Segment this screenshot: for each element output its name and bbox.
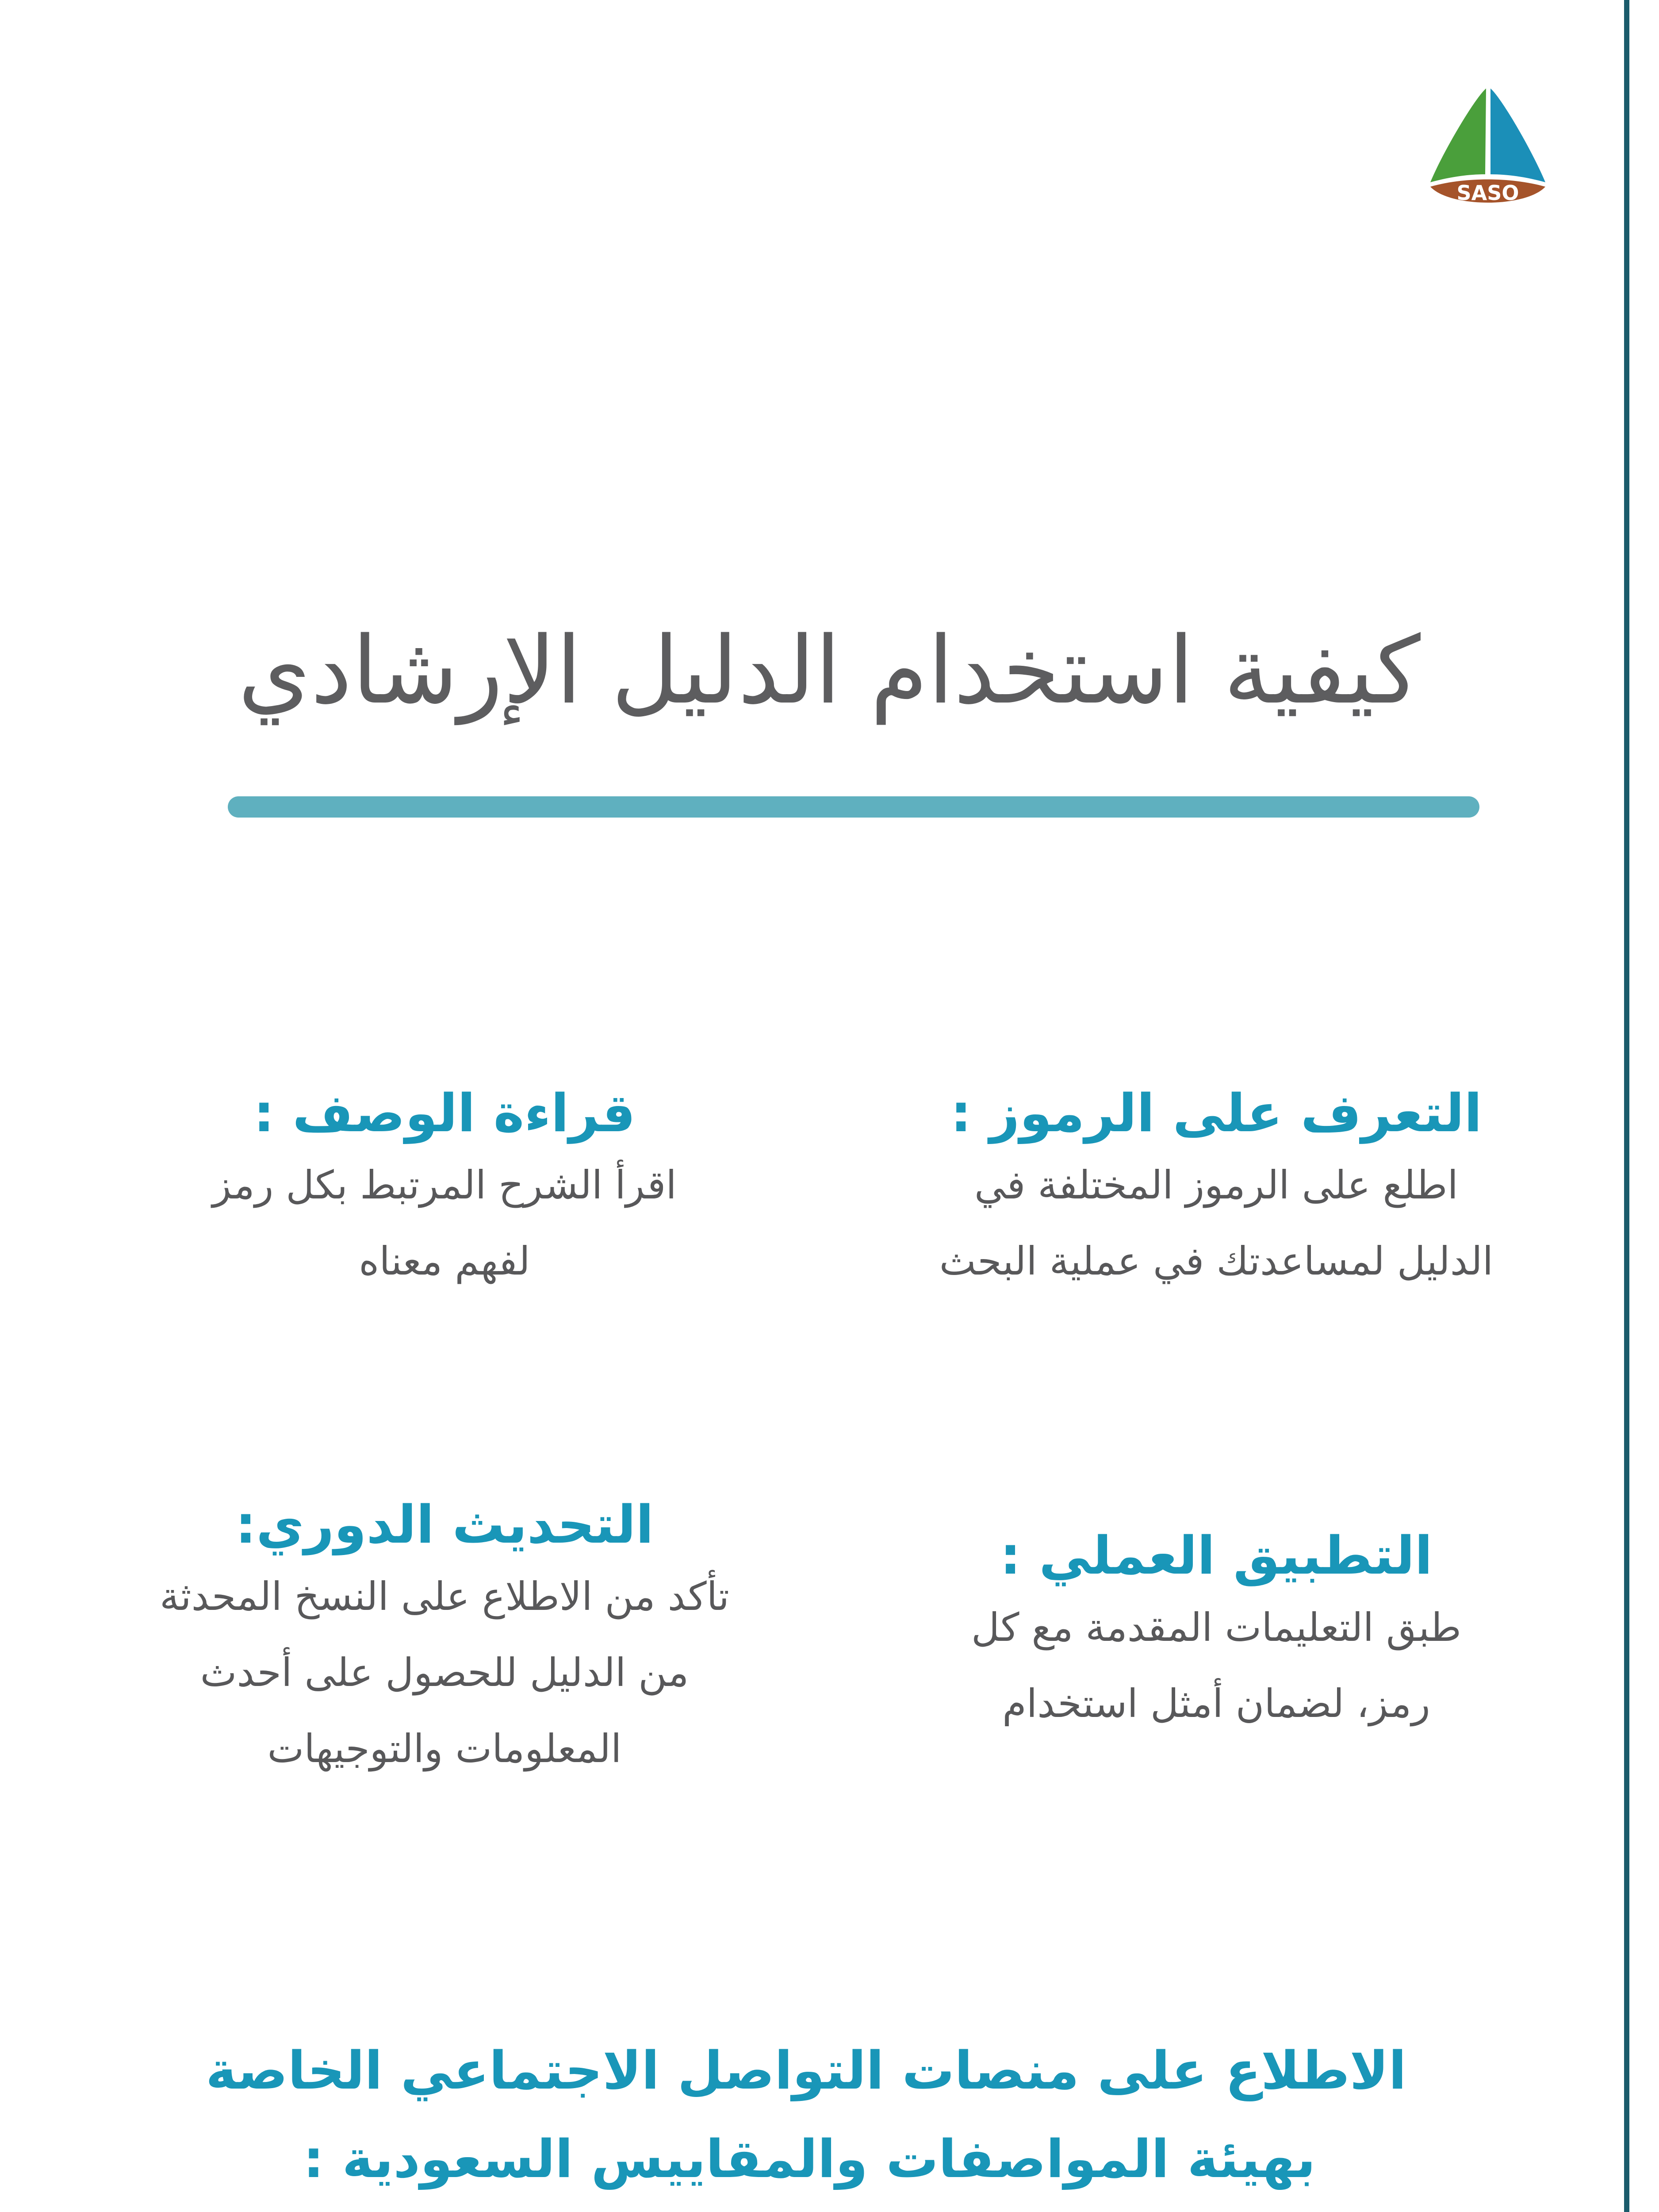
section-line: المعلومات والتوجيهات: [267, 1726, 622, 1772]
section-heading: التطبيق العملي :: [1000, 1525, 1433, 1586]
logo-wordmark: SASO: [1456, 181, 1519, 205]
page-title: كيفية استخدام الدليل الإرشادي: [238, 616, 1421, 725]
section-heading: التعرف على الرموز :: [950, 1083, 1482, 1144]
section-periodic-update: [102, 1491, 787, 1787]
section-line: الدليل لمساعدتك في عملية البحث: [939, 1238, 1494, 1284]
section-practical-application: [880, 1522, 1552, 1742]
section-heading: قراءة الوصف :: [253, 1083, 636, 1144]
section-social-media: [206, 2026, 1406, 2212]
section-heading: التحديث الدوري:: [235, 1494, 654, 1555]
edge-rule: [1624, 0, 1629, 2212]
section-line: تأكد من الاطلاع على النسخ المحدثة: [160, 1574, 729, 1620]
section-line: من الدليل للحصول على أحدث: [200, 1650, 689, 1696]
section-line: اقرأ الشرح المرتبط بكل رمز: [212, 1162, 677, 1208]
section-line: رمز، لضمان أمثل استخدام: [1002, 1681, 1430, 1727]
saso-logo: [1423, 84, 1552, 212]
title-underline: [228, 796, 1479, 818]
section-heading: بهيئة المواصفات والمقاييس السعودية :: [303, 2128, 1316, 2189]
section-line: طبق التعليمات المقدمة مع كل: [971, 1605, 1462, 1651]
section-line: اطلع على الرموز المختلفة في: [974, 1162, 1458, 1208]
section-line: [212, 2203, 1406, 2212]
section-recognize-symbols: [880, 1079, 1552, 1299]
section-line: لفهم معناه: [359, 1238, 530, 1284]
section-heading: الاطلاع على منصات التواصل الاجتماعي الخاصة: [206, 2040, 1406, 2101]
section-read-description: [124, 1079, 765, 1299]
